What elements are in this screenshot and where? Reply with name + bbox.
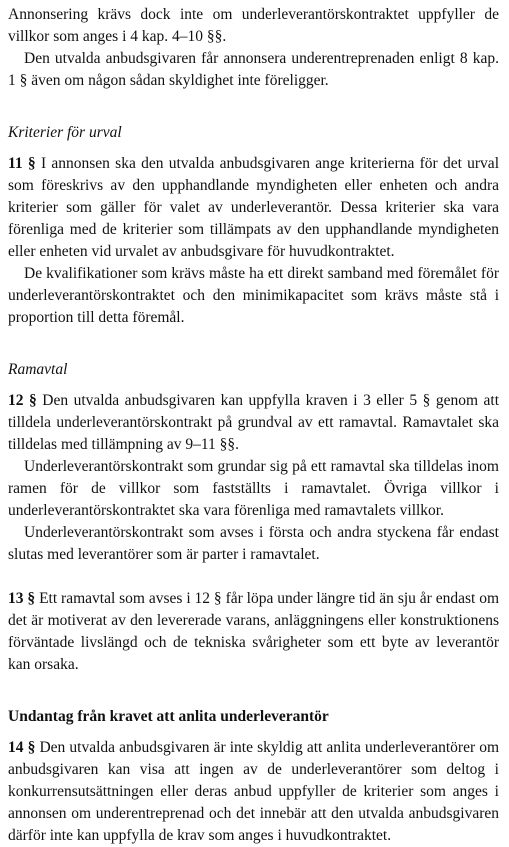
section-heading-ramavtal: Ramavtal: [8, 361, 68, 378]
document-page: [8, 4, 499, 847]
section-14-text: Den utvalda anbudsgivaren är inte skyldig att anlita underleverantörer om anbudsgivaren kan visa att ingen av de underleverantörer som deltog i konkurrensutsättningen eller deras anbud uppfyller de kriterier som anges i annonsen om underentreprenad och det innebär att den utvalda anbudsgivaren därför inte kan uppfylla de krav som anges i huvudkontraktet.: [8, 739, 500, 844]
section-12-paragraph: [8, 390, 499, 456]
section-11-text: I annonsen ska den utvalda anbudsgivaren ange kriterierna för det urval som föreskrivs av den upphandlande myndigheten eller enheten och andra kriterier som gäller för valet av underleverantör. Dessa kriterier ska vara förenliga med de kriterier som tillämpats av den upphandlande myndigheten eller enheten vid urvalet av anbudsgivare för huvudkontraktet.: [8, 155, 499, 260]
section-12-paragraph-3: Underleverantörskontrakt som avses i första och andra styckena får endast slutas med leverantörer som är parter i ramavtalet.: [8, 524, 499, 563]
section-11-paragraph: [8, 153, 499, 263]
section-11-number: 11 §: [8, 155, 36, 172]
section-14-paragraph: [8, 737, 499, 847]
intro-paragraph-2: Den utvalda anbudsgivaren får annonsera underentreprenaden enligt 8 kap. 1 § även om någon sådan skyldighet inte föreligger.: [8, 50, 499, 89]
section-14-number: 14 §: [8, 739, 36, 756]
section-13-number: 13 §: [8, 590, 36, 607]
section-12-number: 12 §: [8, 392, 37, 409]
section-heading-kriterier: Kriterier för urval: [8, 124, 122, 141]
section-heading-undantag: Undantag från kravet att anlita underleverantör: [8, 708, 329, 725]
intro-paragraph-1: Annonsering krävs dock inte om underleverantörskontraktet uppfyller de villkor som anges i 4 kap. 4–10 §§.: [8, 6, 499, 45]
section-11-paragraph-2: De kvalifikationer som krävs måste ha ett direkt samband med föremålet för underleverantörskontraktet och den minimikapacitet som krävs måste stå i proportion till detta föremål.: [8, 265, 499, 326]
section-12-text: Den utvalda anbudsgivaren kan uppfylla kraven i 3 eller 5 § genom att tilldela underleverantörskontrakt på grundval av ett ramavtal. Ramavtalet ska tilldelas med tillämpning av 9–11 §§.: [8, 392, 500, 453]
section-12-paragraph-2: Underleverantörskontrakt som grundar sig på ett ramavtal ska tilldelas inom ramen för de villkor som fastställts i ramavtalet. Övriga villkor i underleverantörskontraktet ska vara förenliga med ramavtalets villkor.: [8, 458, 499, 519]
section-13-text: Ett ramavtal som avses i 12 § får löpa under längre tid än sju år endast om det är motiverat av den levererade varans, anläggningens eller konstruktionens förväntade livslängd och de tekniska svårigheter som ett byte av leverantör kan orsaka.: [8, 590, 500, 673]
section-13-paragraph: [8, 588, 499, 676]
